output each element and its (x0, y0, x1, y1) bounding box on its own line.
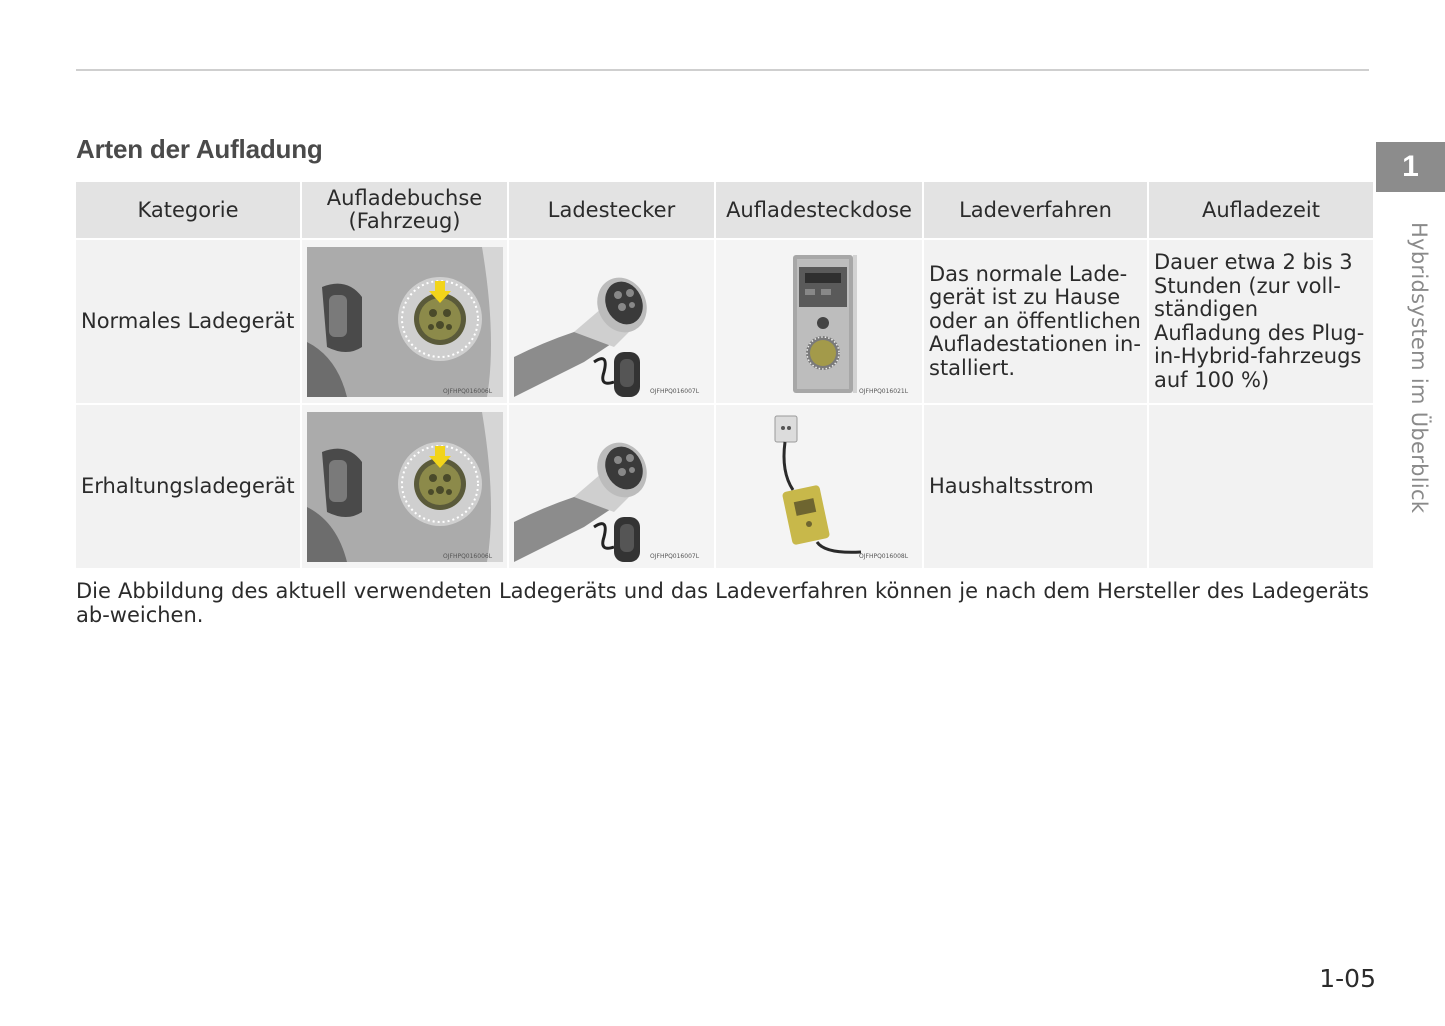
charging-station-photo (721, 247, 917, 397)
header-ladestecker: Ladestecker (509, 182, 714, 238)
charging-plug-illustration (514, 412, 710, 562)
charging-plug-illustration (514, 247, 710, 397)
time-cell: Dauer etwa 2 bis 3 Stunden (zur voll-ständigen Aufladung des Plug-in-Hybrid-fahrzeugs auf 100 %) (1149, 240, 1373, 403)
household-outlet-photo (721, 412, 917, 562)
plug-image-code: OJFHPQ016007L (649, 552, 699, 560)
charging-inlet-photo (307, 247, 503, 397)
header-aufladezeit: Aufladezeit (1149, 182, 1373, 238)
table-header-row (76, 182, 1373, 238)
outlet-image-code: OJFHPQ016021L (859, 387, 909, 395)
top-rule (76, 69, 1369, 71)
page-number: 1-05 (1319, 964, 1376, 993)
header-kategorie: Kategorie (76, 182, 300, 238)
outlet-image-cell (716, 240, 922, 403)
plug-image-cell (509, 405, 714, 568)
charging-plug-photo (514, 247, 710, 397)
time-cell (1149, 405, 1373, 568)
table-row (76, 240, 1373, 403)
method-cell: Haushaltsstrom (924, 405, 1147, 568)
header-ladeverfahren: Ladeverfahren (924, 182, 1147, 238)
charging-inlet-photo (307, 412, 503, 562)
household-charger-illustration (721, 412, 917, 562)
section-title: Arten der Aufladung (76, 134, 323, 164)
method-cell: Das normale Lade-gerät ist zu Hause oder an öffentlichen Aufladestationen in-stalliert. (924, 240, 1147, 403)
outlet-image-cell (716, 405, 922, 568)
inlet-image-code: OJFHPQ016006L (442, 387, 492, 395)
header-aufladesteckdose: Aufladesteckdose (716, 182, 922, 238)
chapter-side-label: Hybridsystem im Überblick (1407, 222, 1431, 514)
chapter-tab: 1 (1376, 142, 1445, 192)
header-aufladebuchse: Aufladebuchse (Fahrzeug) (302, 182, 507, 238)
charging-plug-photo (514, 412, 710, 562)
charging-types-table (74, 180, 1375, 570)
table-row (76, 405, 1373, 568)
charging-station-illustration (721, 247, 917, 397)
footnote: Die Abbildung des aktuell verwendeten Ladegeräts und das Ladeverfahren können je nach dem Hersteller des Ladegeräts ab-weichen. (76, 579, 1369, 627)
charging-inlet-illustration (307, 412, 503, 562)
inlet-image-cell (302, 240, 507, 403)
plug-image-code: OJFHPQ016007L (649, 387, 699, 395)
category-cell: Normales Ladegerät (76, 240, 300, 403)
inlet-image-code: OJFHPQ016006L (442, 552, 492, 560)
category-cell: Erhaltungsladegerät (76, 405, 300, 568)
plug-image-cell (509, 240, 714, 403)
charging-inlet-illustration (307, 247, 503, 397)
outlet-image-code: OJFHPQ016008L (859, 552, 909, 560)
inlet-image-cell (302, 405, 507, 568)
